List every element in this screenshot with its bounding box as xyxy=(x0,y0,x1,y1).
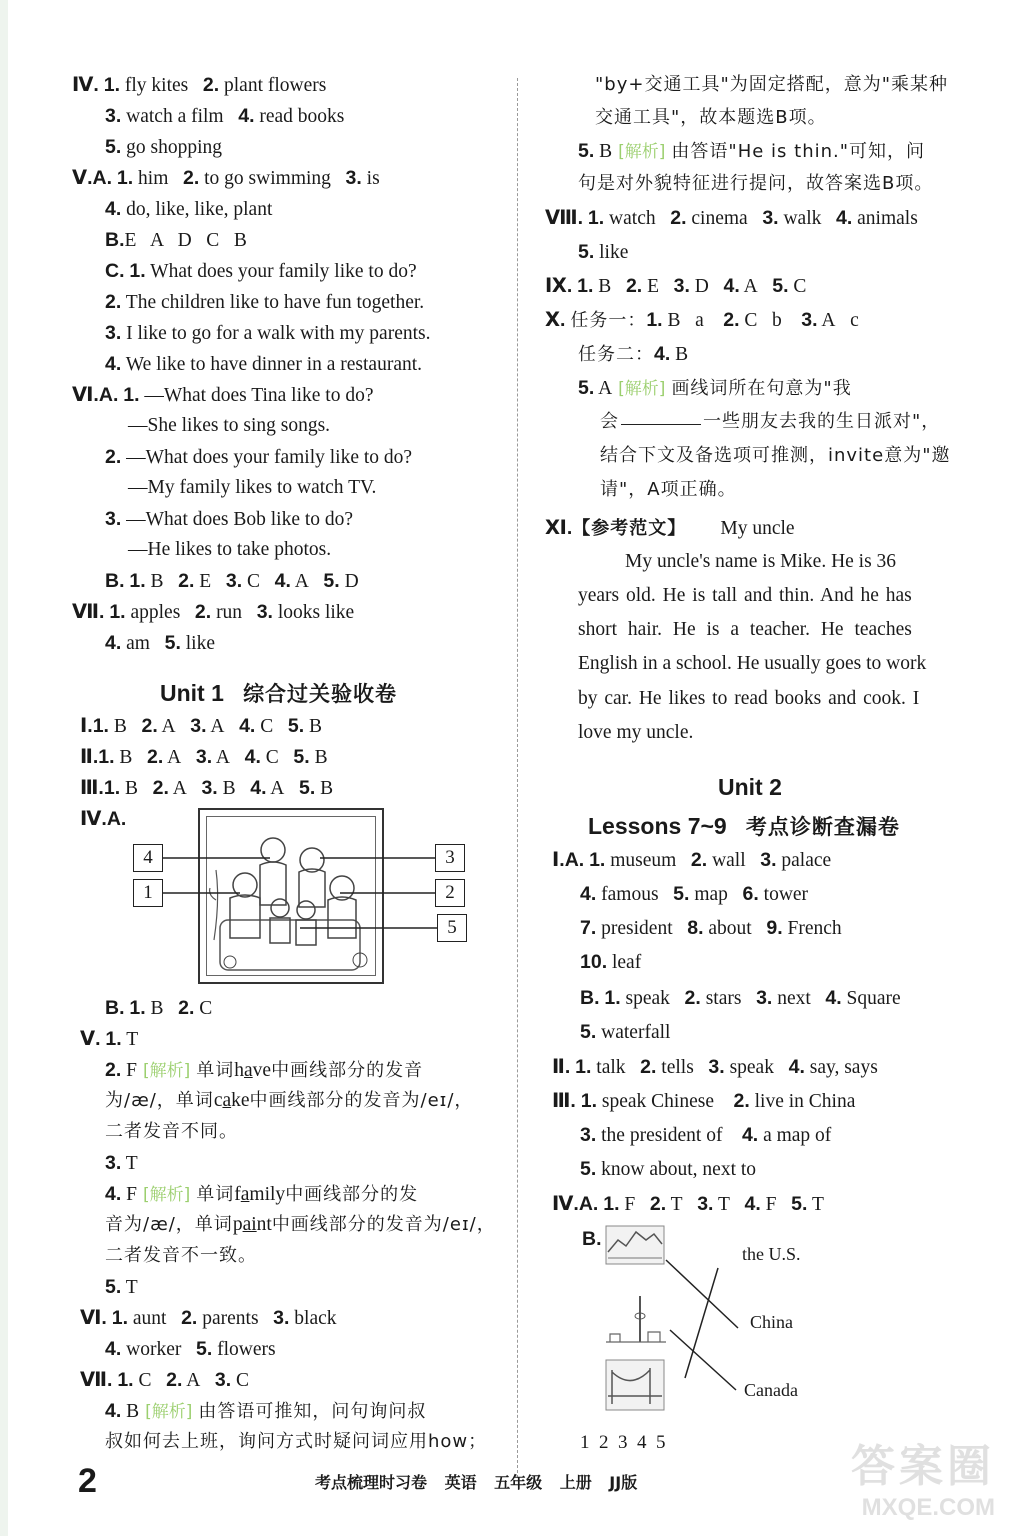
answer-line: Ⅵ. 1. aunt 2. parents 3. black xyxy=(80,1307,337,1329)
answer-line: Ⅰ.A. 1. museum 2. wall 3. palace xyxy=(552,849,832,871)
country-label: China xyxy=(750,1312,793,1332)
label-box: 2 xyxy=(435,879,465,907)
answer-line: 2. F [解析] 单词have中画线部分的发音 xyxy=(105,1059,424,1081)
family-picture xyxy=(198,808,384,984)
answer-line: Ⅰ.1. B 2. A 3. A 4. C 5. B xyxy=(80,715,322,737)
answer-line: 会 一些朋友去我的生日派对"， xyxy=(600,411,941,432)
answer-line: B.E A D C B xyxy=(105,229,247,251)
answer-line: —He likes to take photos. xyxy=(128,539,332,560)
country-label: Canada xyxy=(744,1380,798,1400)
answer-line: 交通工具"，故本题选B项。 xyxy=(595,107,827,128)
unit1-heading: Unit 1 综合过关验收卷 xyxy=(160,680,398,706)
essay-line: English in a school. He usually goes to work xyxy=(578,653,927,674)
column-divider xyxy=(517,78,518,1478)
answer-line: 句是对外貌特征进行提问，故答案选B项。 xyxy=(578,173,934,194)
answer-line: —My family likes to watch TV. xyxy=(128,477,377,498)
answer-line: 二者发音不一致。 xyxy=(105,1245,257,1266)
watermark-text: 答案圈 xyxy=(851,1441,995,1492)
landmark-golden-gate-icon xyxy=(606,1360,664,1410)
unit2-subheading: Lessons 7~9 考点诊断查漏卷 xyxy=(588,813,900,839)
answer-line: 5. A [解析] 画线词所在句意为"我 xyxy=(578,377,852,399)
essay-line: My uncle's name is Mike. He is 36 xyxy=(625,551,897,572)
answer-line: 请"，A项正确。 xyxy=(600,479,737,500)
answer-line: 结合下文及备选项可推测，invite意为"邀 xyxy=(600,445,951,466)
answer-line: Ⅺ.【参考范文】 My uncle xyxy=(545,517,795,539)
answer-line: 4. am 5. like xyxy=(105,632,215,654)
answer-line: Ⅶ. 1. apples 2. run 3. looks like xyxy=(72,601,355,623)
answer-line: Ⅲ.1. B 2. A 3. B 4. A 5. B xyxy=(80,777,334,799)
answer-line: Ⅷ. 1. watch 2. cinema 3. walk 4. animals xyxy=(545,207,918,229)
watermark-logo xyxy=(851,1430,995,1522)
answer-line: 3. T xyxy=(105,1152,138,1174)
answer-line: Ⅴ. 1. T xyxy=(80,1028,139,1050)
essay-line: by car. He likes to read books and cook. I xyxy=(578,688,920,709)
answer-line: 4. We like to have dinner in a restaurant. xyxy=(105,353,423,375)
answer-line: 音为/æ/，单词paint中画线部分的发音为/eɪ/， xyxy=(105,1214,496,1235)
answer-line: 4. F [解析] 单词family中画线部分的发 xyxy=(105,1183,419,1205)
country-label: the U.S. xyxy=(742,1244,801,1264)
answer-line: Ⅳ.A. xyxy=(80,808,127,830)
answer-line: Ⅱ. 1. talk 2. tells 3. speak 4. say, says xyxy=(552,1056,878,1078)
answer-line: B. xyxy=(582,1228,602,1250)
label-box: 1 xyxy=(133,879,163,907)
landmark-great-wall-icon xyxy=(606,1226,664,1264)
answer-line: 任务二：4. B xyxy=(578,343,689,365)
answer-line: 4. worker 5. flowers xyxy=(105,1338,276,1360)
number-row: 1 2 3 4 5 xyxy=(580,1432,666,1453)
answer-line: 4. do, like, like, plant xyxy=(105,198,273,220)
answer-line: 5. waterfall xyxy=(580,1021,671,1043)
answer-line: 为/æ/，单词cake中画线部分的发音为/eɪ/， xyxy=(105,1090,474,1111)
answer-line: "by+交通工具"为固定搭配，意为"乘某种 xyxy=(595,74,948,95)
answer-line: 10. leaf xyxy=(580,951,642,973)
footer-title: 考点梳理时习卷 英语 五年级 上册 JJ版 xyxy=(315,1473,638,1492)
label-box: 3 xyxy=(435,844,465,872)
answer-line: Ⅱ.1. B 2. A 3. A 4. C 5. B xyxy=(80,746,328,768)
answer-line: 4. B [解析] 由答语可推知，问句询问叔 xyxy=(105,1400,427,1422)
answer-line: 5. like xyxy=(578,241,629,263)
answer-line: 二者发音不同。 xyxy=(105,1121,238,1142)
answer-line: —She likes to sing songs. xyxy=(128,415,331,436)
answer-line: Ⅳ. 1. fly kites 2. plant flowers xyxy=(72,74,327,96)
essay-line: years old. He is tall and thin. And he has xyxy=(578,585,912,606)
answer-line: 4. famous 5. map 6. tower xyxy=(580,883,809,905)
answer-line: B. 1. B 2. E 3. C 4. A 5. D xyxy=(105,570,359,592)
answer-line: 3. watch a film 4. read books xyxy=(105,105,345,127)
label-box: 4 xyxy=(133,844,163,872)
answer-line: 5. B [解析] 由答语"He is thin."可知，问 xyxy=(578,140,926,162)
answer-line: 5. T xyxy=(105,1276,138,1298)
answer-line: Ⅴ.A. 1. him 2. to go swimming 3. is xyxy=(72,167,380,189)
answer-line: B. 1. speak 2. stars 3. next 4. Square xyxy=(580,987,901,1009)
answer-line: 2. —What does your family like to do? xyxy=(105,446,413,468)
answer-line: Ⅹ. 任务一：1. B a 2. C b 3. A c xyxy=(545,309,859,331)
label-box: 5 xyxy=(437,914,467,942)
page-number: 2 xyxy=(78,1462,97,1500)
unit2-heading: Unit 2 xyxy=(718,774,782,800)
fill-blank xyxy=(621,410,701,425)
answer-line: Ⅵ.A. 1. —What does Tina like to do? xyxy=(72,384,374,406)
answer-line: B. 1. B 2. C xyxy=(105,997,213,1019)
landmark-cn-tower-icon xyxy=(606,1296,666,1342)
answer-line: 5. know about, next to xyxy=(580,1158,757,1180)
answer-line: 7. president 8. about 9. French xyxy=(580,917,842,939)
answer-line: 叔如何去上班，询问方式时疑问词应用how； xyxy=(105,1431,488,1452)
essay-line: short hair. He is a teacher. He teaches xyxy=(578,619,912,640)
family-drawing xyxy=(200,810,382,982)
answer-line: C. 1. What does your family like to do? xyxy=(105,260,417,282)
answer-line: Ⅸ. 1. B 2. E 3. D 4. A 5. C xyxy=(545,275,807,297)
page-edge-band xyxy=(0,0,8,1536)
answer-line: 3. I like to go for a walk with my parents. xyxy=(105,322,431,344)
answer-line: 2. The children like to have fun together. xyxy=(105,291,425,313)
essay-line: love my uncle. xyxy=(578,722,694,743)
answer-line: 3. the president of 4. a map of xyxy=(580,1124,832,1146)
watermark-url: MXQE.COM xyxy=(861,1494,995,1521)
answer-line: Ⅶ. 1. C 2. A 3. C xyxy=(80,1369,250,1391)
answer-line: 5. go shopping xyxy=(105,136,223,158)
answer-line: 3. —What does Bob like to do? xyxy=(105,508,354,530)
answer-line: Ⅳ.A. 1. F 2. T 3. T 4. F 5. T xyxy=(552,1193,824,1215)
answer-line: Ⅲ. 1. speak Chinese 2. live in China xyxy=(552,1090,856,1112)
